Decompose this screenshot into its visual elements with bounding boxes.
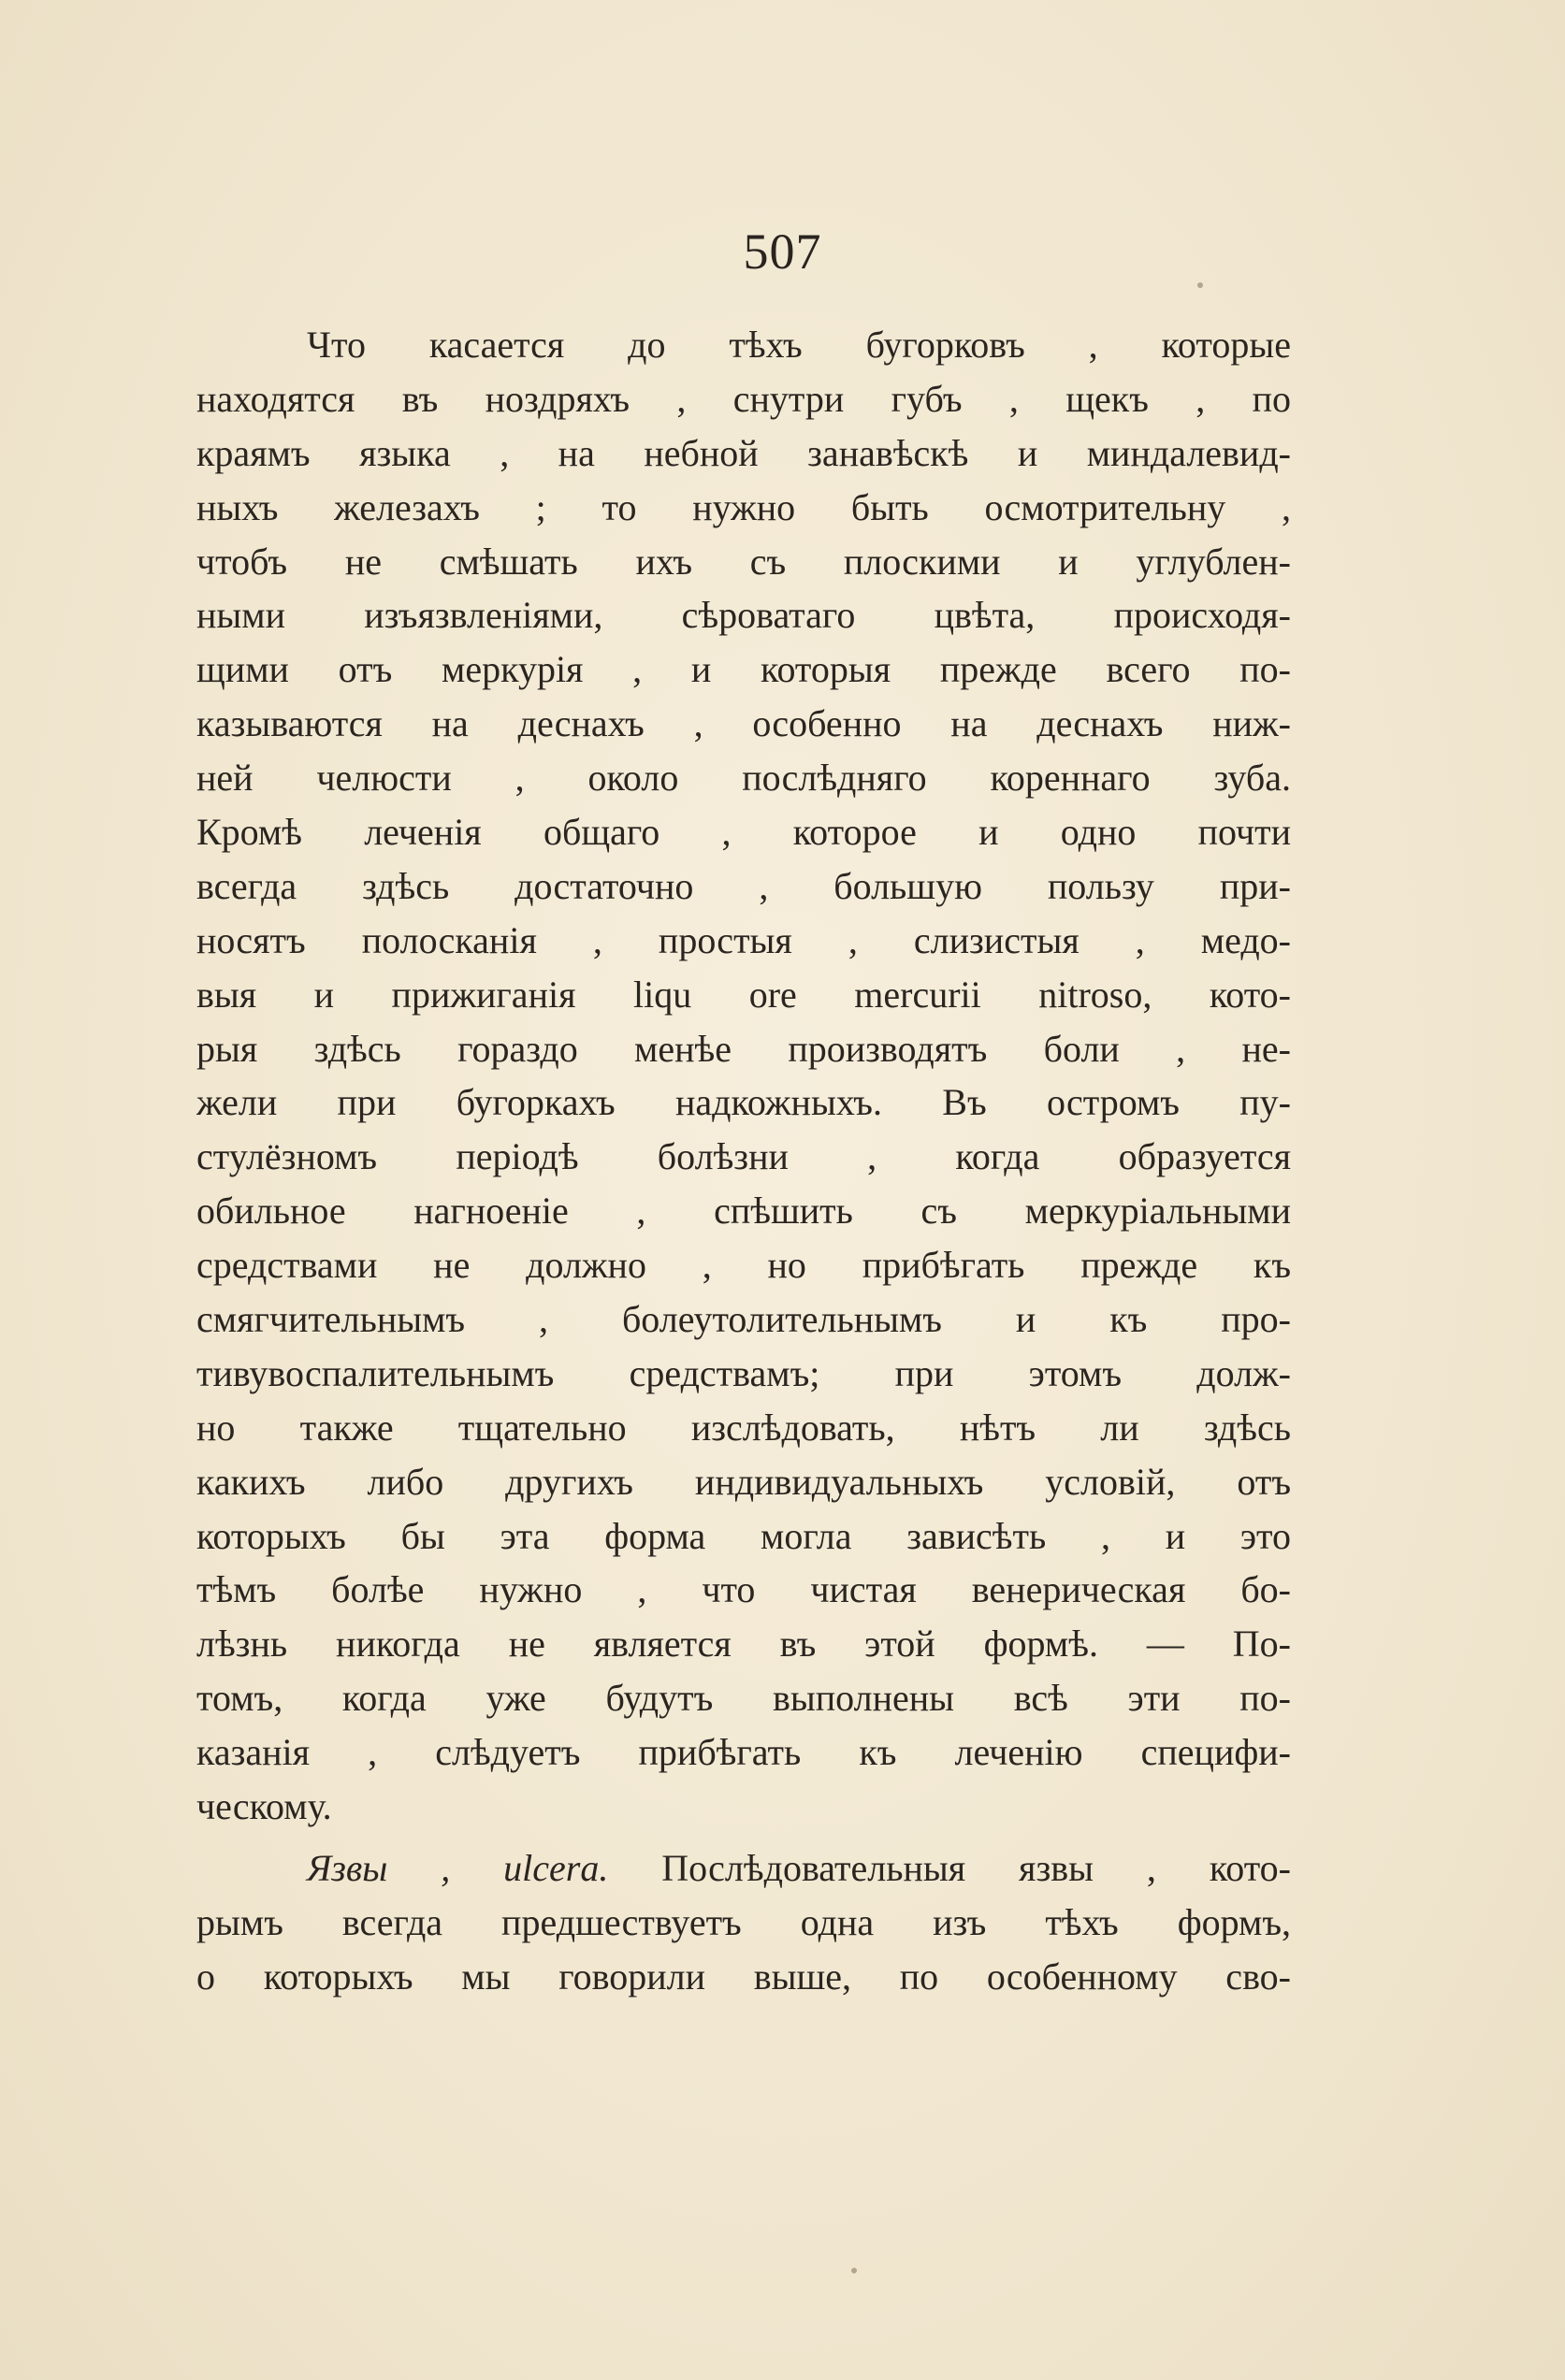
text-line: смягчительнымъ , болеутолительнымъ и къ про- — [196, 1298, 1291, 1341]
text-line: носятъ полосканія , простыя , слизистыя , медо- — [196, 918, 1291, 961]
heading-line-rest: Послѣдовательныя язвы , кото- — [661, 1846, 1291, 1889]
text-line: жели при бугоркахъ надкожныхъ. Въ остромъ пу- — [196, 1081, 1291, 1124]
paper-speck — [1197, 282, 1203, 288]
text-line: тѣмъ болѣе нужно , что чистая венерическая бо- — [196, 1568, 1291, 1611]
text-line: обильное нагноеніе , спѣшить съ меркуріальными — [196, 1190, 1291, 1233]
text-line: чтобъ не смѣшать ихъ съ плоскими и углублен- — [196, 540, 1291, 583]
text-line: томъ, когда уже будутъ выполнены всѣ эти по- — [196, 1677, 1291, 1720]
text-line: рымъ всегда предшествуетъ одна изъ тѣхъ формъ, — [196, 1900, 1291, 1943]
paragraph-1 — [196, 318, 1291, 1834]
text-line: лѣзнь никогда не является въ этой формѣ. — По- — [196, 1623, 1291, 1666]
text-line: ными изъязвленіями, сѣроватаго цвѣта, происходя- — [196, 594, 1291, 637]
text-line: тивувоспалительнымъ средствамъ; при этомъ долж- — [196, 1351, 1291, 1394]
text-line: щими отъ меркурія , и которыя прежде всего по- — [196, 648, 1291, 691]
text-line: ней челюсти , около послѣдняго кореннаго зуба. — [196, 757, 1291, 800]
text-line: Кромѣ леченія общаго , которое и одно почти — [196, 811, 1291, 854]
page-number: 507 — [743, 224, 822, 280]
text-line: средствами не должно , но прибѣгать прежде къ — [196, 1244, 1291, 1287]
body-text — [196, 318, 1291, 2004]
text-line: выя и прижиганія liqu ore mercurii nitroso, кото- — [196, 973, 1291, 1016]
text-line: стулёзномъ періодѣ болѣзни , когда образуется — [196, 1135, 1291, 1178]
text-line: которыхъ бы эта форма могла зависѣть , и это — [196, 1514, 1291, 1557]
text-line: казываются на деснахъ , особенно на деснахъ ниж- — [196, 702, 1291, 745]
text-line: казанія , слѣдуетъ прибѣгать къ леченію специфи- — [196, 1731, 1291, 1774]
text-line: но также тщательно изслѣдовать, нѣтъ ли здѣсь — [196, 1406, 1291, 1449]
section-heading: Язвы , ulcera. — [307, 1846, 609, 1889]
text-line: о которыхъ мы говорили выше, по особенному сво- — [196, 1954, 1291, 1998]
text-line: краямъ языка , на небной занавѣскѣ и миндалевид- — [196, 431, 1291, 474]
text-line — [196, 1841, 1291, 1896]
text-line: всегда здѣсь достаточно , большую пользу при- — [196, 864, 1291, 907]
text-line: какихъ либо другихъ индивидуальныхъ условій, отъ — [196, 1460, 1291, 1503]
text-line: находятся въ ноздряхъ , снутри губъ , щекъ , по — [196, 377, 1291, 420]
text-line: ныхъ железахъ ; то нужно быть осмотрительну , — [196, 485, 1291, 528]
paragraph-gap — [196, 1834, 1291, 1841]
text-line: Что касается до тѣхъ бугорковъ , которые — [307, 324, 1291, 366]
paper-speck — [851, 2268, 857, 2273]
text-line: рыя здѣсь гораздо менѣе производятъ боли , не- — [196, 1027, 1291, 1070]
paragraph-2 — [196, 1841, 1291, 2004]
text-line: ческому. — [196, 1785, 332, 1828]
